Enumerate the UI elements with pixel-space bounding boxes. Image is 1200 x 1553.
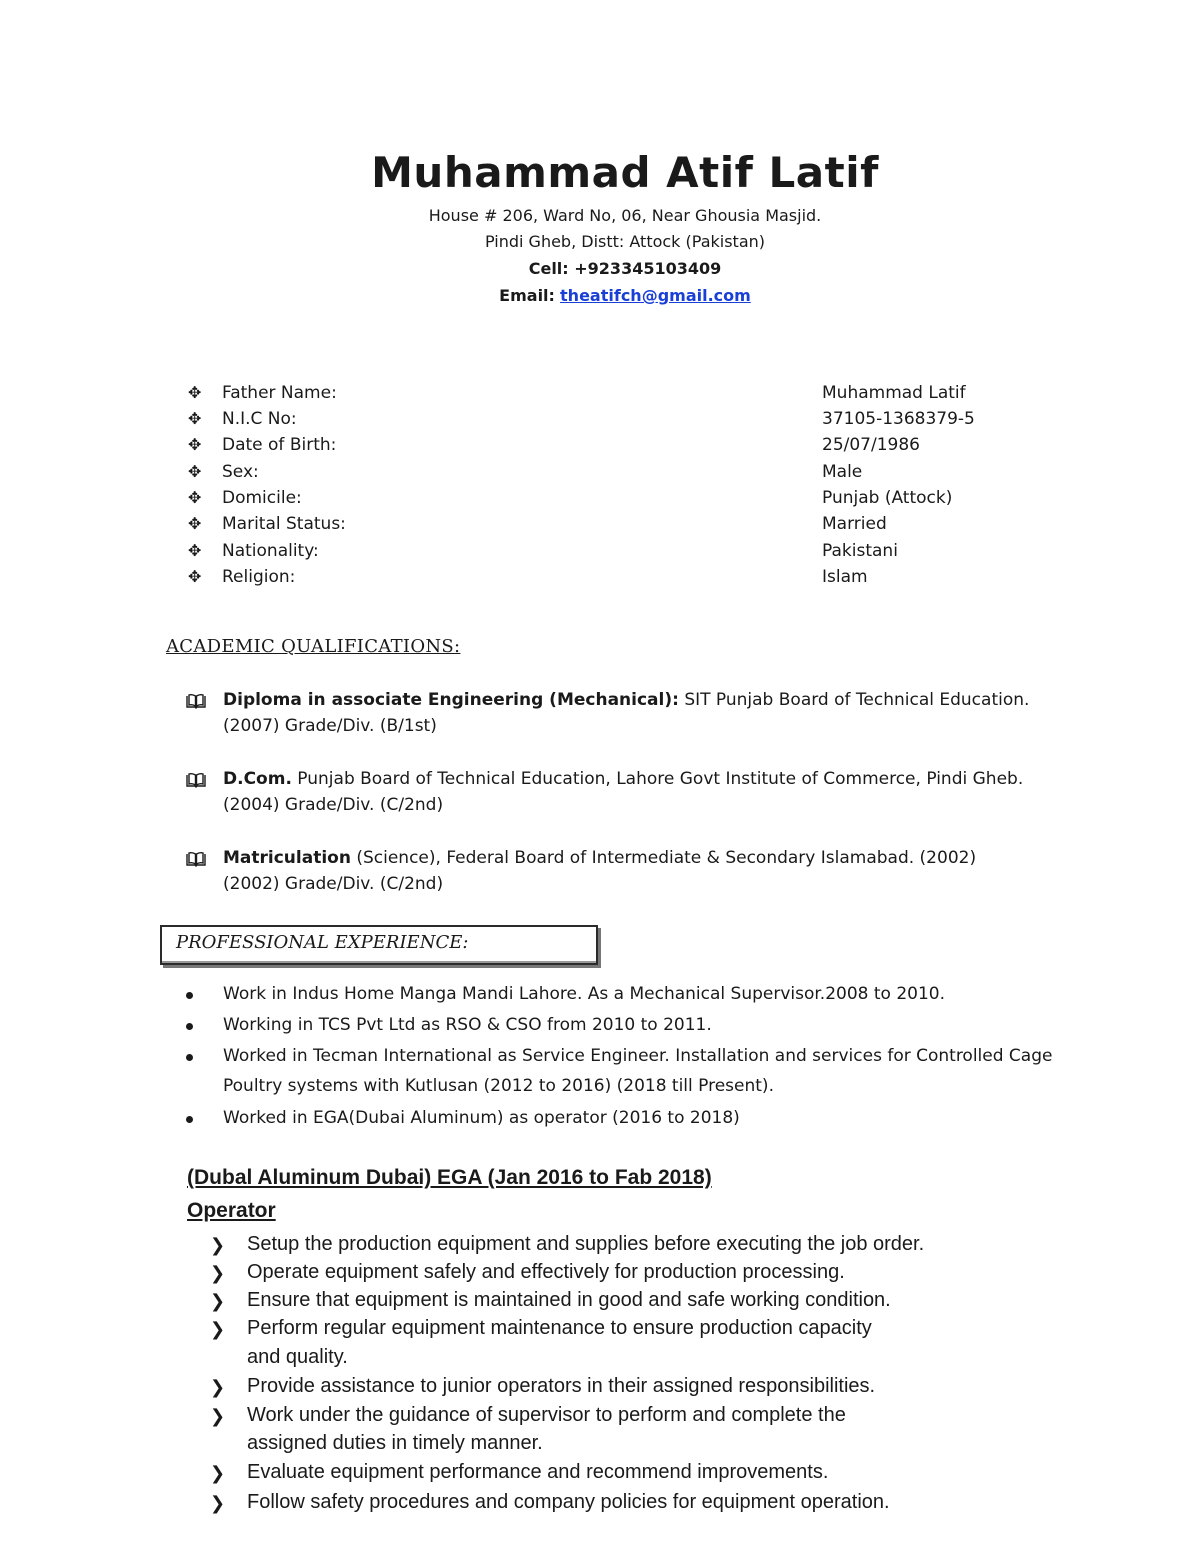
diamond-bullet-icon: ✥ xyxy=(188,462,202,481)
diamond-bullet-icon: ✥ xyxy=(188,488,202,507)
candidate-name: Muhammad Atif Latif xyxy=(371,148,879,197)
duty-item: Setup the production equipment and supplies before executing the job order. xyxy=(247,1233,925,1255)
cell-line xyxy=(0,259,1200,278)
open-book-icon xyxy=(186,851,206,867)
personal-label: Father Name: xyxy=(222,383,337,403)
personal-value: Married xyxy=(822,514,887,534)
open-book-icon xyxy=(186,693,206,709)
experience-item-continued: Poultry systems with Kutlusan (2012 to 2016) (2018 till Present). xyxy=(223,1076,774,1096)
email-line xyxy=(0,286,1200,305)
academic-item-detail: Punjab Board of Technical Education, Lahore Govt Institute of Commerce, Pindi Gheb. xyxy=(291,769,1024,789)
employer-heading: (Dubal Aluminum Dubai) EGA (Jan 2016 to Fab 2018) xyxy=(187,1166,712,1189)
personal-row xyxy=(188,462,259,488)
duty-item: Work under the guidance of supervisor to perform and complete the xyxy=(247,1404,846,1426)
personal-value: Pakistani xyxy=(822,541,898,561)
role-heading: Operator xyxy=(187,1199,276,1222)
address-line-2: Pindi Gheb, Distt: Attock (Pakistan) xyxy=(484,232,766,251)
academic-item-title: D.Com. xyxy=(223,769,292,789)
academic-heading: ACADEMIC QUALIFICATIONS: xyxy=(166,636,461,657)
personal-row xyxy=(188,435,336,461)
diamond-bullet-icon: ✥ xyxy=(188,409,202,428)
duty-item: Provide assistance to junior operators in their assigned responsibilities. xyxy=(247,1375,876,1397)
duty-item: Follow safety procedures and company policies for equipment operation. xyxy=(247,1491,890,1513)
experience-item: Worked in EGA(Dubai Aluminum) as operator (2016 to 2018) xyxy=(223,1108,740,1128)
academic-item-title: Diploma in associate Engineering (Mechanical): xyxy=(223,690,679,710)
diamond-bullet-icon: ✥ xyxy=(188,435,202,454)
duty-item: Operate equipment safely and effectively for production processing. xyxy=(247,1261,845,1283)
diamond-bullet-icon: ✥ xyxy=(188,383,202,402)
personal-value: 25/07/1986 xyxy=(822,435,920,455)
arrow-bullet-icon: ❯ xyxy=(210,1319,226,1340)
personal-row xyxy=(188,567,295,593)
duty-item-continued: assigned duties in timely manner. xyxy=(247,1432,543,1454)
academic-item-title: Matriculation xyxy=(223,848,351,868)
personal-label: Date of Birth: xyxy=(222,435,337,455)
personal-label: Religion: xyxy=(222,567,296,587)
personal-row xyxy=(188,541,319,567)
academic-item-title-line xyxy=(223,848,976,868)
bullet-dot-icon xyxy=(186,1116,193,1123)
arrow-bullet-icon: ❯ xyxy=(210,1463,226,1484)
academic-item-grade: (2002) Grade/Div. (C/2nd) xyxy=(223,874,444,894)
email-link[interactable]: theatifch@gmail.com xyxy=(560,286,751,305)
duty-item: Ensure that equipment is maintained in good and safe working condition. xyxy=(247,1289,891,1311)
academic-item-title-line xyxy=(223,690,1029,710)
arrow-bullet-icon: ❯ xyxy=(210,1493,226,1514)
personal-value: Punjab (Attock) xyxy=(822,488,953,508)
open-book-icon xyxy=(186,772,206,788)
personal-value: Islam xyxy=(822,567,868,587)
diamond-bullet-icon: ✥ xyxy=(188,514,202,533)
arrow-bullet-icon: ❯ xyxy=(210,1291,226,1312)
experience-heading: PROFESSIONAL EXPERIENCE: xyxy=(176,932,469,953)
personal-label: Marital Status: xyxy=(222,514,346,534)
experience-item: Working in TCS Pvt Ltd as RSO & CSO from 2010 to 2011. xyxy=(223,1015,712,1035)
personal-row xyxy=(188,409,297,435)
address-line-1: House # 206, Ward No, 06, Near Ghousia Masjid. xyxy=(428,206,822,225)
experience-item: Worked in Tecman International as Service Engineer. Installation and services for Controlled Cage xyxy=(223,1046,1053,1066)
cell-value: +923345103409 xyxy=(568,259,722,278)
experience-item: Work in Indus Home Manga Mandi Lahore. As a Mechanical Supervisor.2008 to 2010. xyxy=(223,984,946,1004)
personal-value: 37105-1368379-5 xyxy=(822,409,975,429)
personal-row xyxy=(188,488,302,514)
personal-row xyxy=(188,514,346,540)
cell-label: Cell: xyxy=(528,259,569,278)
personal-label: Domicile: xyxy=(222,488,302,508)
duty-item: Perform regular equipment maintenance to ensure production capacity xyxy=(247,1317,872,1339)
personal-value: Muhammad Latif xyxy=(822,383,966,403)
arrow-bullet-icon: ❯ xyxy=(210,1235,226,1256)
duty-item: Evaluate equipment performance and recommend improvements. xyxy=(247,1461,829,1483)
personal-row xyxy=(188,383,337,409)
bullet-dot-icon xyxy=(186,1023,193,1030)
bullet-dot-icon xyxy=(186,1054,193,1061)
diamond-bullet-icon: ✥ xyxy=(188,541,202,560)
bullet-dot-icon xyxy=(186,992,193,999)
diamond-bullet-icon: ✥ xyxy=(188,567,202,586)
personal-label: N.I.C No: xyxy=(222,409,297,429)
academic-item-detail: SIT Punjab Board of Technical Education. xyxy=(678,690,1030,710)
arrow-bullet-icon: ❯ xyxy=(210,1263,226,1284)
duty-item-continued: and quality. xyxy=(247,1346,348,1368)
academic-item-title-line xyxy=(223,769,1023,789)
academic-item-grade: (2004) Grade/Div. (C/2nd) xyxy=(223,795,444,815)
personal-label: Sex: xyxy=(222,462,259,482)
academic-item-grade: (2007) Grade/Div. (B/1st) xyxy=(223,716,437,736)
email-label: Email: xyxy=(499,286,555,305)
arrow-bullet-icon: ❯ xyxy=(210,1406,226,1427)
academic-item-detail: (Science), Federal Board of Intermediate & Secondary Islamabad. (2002) xyxy=(350,848,977,868)
personal-value: Male xyxy=(822,462,863,482)
arrow-bullet-icon: ❯ xyxy=(210,1377,226,1398)
personal-label: Nationality: xyxy=(222,541,319,561)
